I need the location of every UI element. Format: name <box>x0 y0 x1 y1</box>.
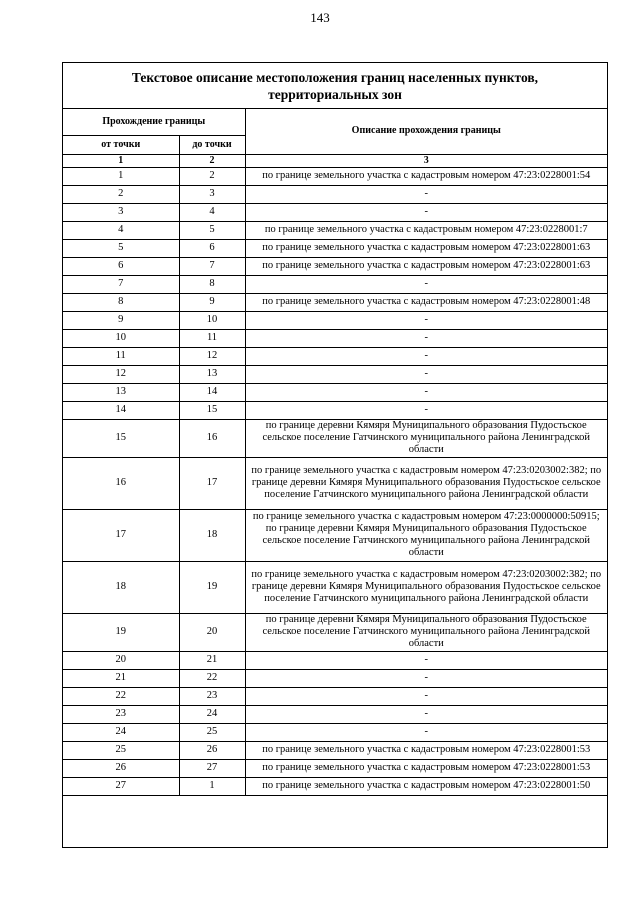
row-to-cell: 7 <box>179 257 245 275</box>
table-row <box>63 401 607 419</box>
row-from-cell: 3 <box>63 203 179 221</box>
row-to-cell: 24 <box>179 705 245 723</box>
row-from-cell: 4 <box>63 221 179 239</box>
row-to-cell: 20 <box>179 613 245 651</box>
table-body <box>63 167 607 836</box>
table-row <box>63 561 607 613</box>
row-desc-cell: по границе земельного участка с кадастровым номером 47:23:0228001:53 <box>245 741 607 759</box>
row-to-cell: 11 <box>179 329 245 347</box>
row-from-cell: 6 <box>63 257 179 275</box>
table-row <box>63 759 607 777</box>
row-from-cell: 26 <box>63 759 179 777</box>
table-row <box>63 509 607 561</box>
row-from-cell: 10 <box>63 329 179 347</box>
row-from-cell: 23 <box>63 705 179 723</box>
row-from-cell: 22 <box>63 687 179 705</box>
row-desc-cell: по границе земельного участка с кадастровым номером 47:23:0228001:53 <box>245 759 607 777</box>
row-from-cell: 17 <box>63 509 179 561</box>
row-desc-cell: - <box>245 723 607 741</box>
row-desc-cell: по границе земельного участка с кадастровым номером 47:23:0228001:7 <box>245 221 607 239</box>
table-row <box>63 651 607 669</box>
row-desc-cell: по границе деревни Кямяря Муниципального образования Пудостьское сельское поселение Гатчинского муниципального района Ленинградской области <box>245 419 607 457</box>
title-line-1: Текстовое описание местоположения границ населенных пунктов, <box>131 69 539 85</box>
row-from-cell: 11 <box>63 347 179 365</box>
row-desc-cell: - <box>245 651 607 669</box>
row-desc-cell: по границе земельного участка с кадастровым номером 47:23:0228001:50 <box>245 777 607 795</box>
row-to-cell: 27 <box>179 759 245 777</box>
row-to-cell: 1 <box>179 777 245 795</box>
table-row <box>63 221 607 239</box>
table-row <box>63 419 607 457</box>
row-to-cell: 13 <box>179 365 245 383</box>
row-desc-cell: - <box>245 203 607 221</box>
row-desc-cell: по границе земельного участка с кадастровым номером 47:23:0203002:382; по границе деревни Кямяря Муниципального образования Пудостьское сельское поселение Гатчинского муниципального района Ленинградской области <box>245 561 607 613</box>
row-to-cell: 4 <box>179 203 245 221</box>
row-desc-cell: по границе земельного участка с кадастровым номером 47:23:0228001:63 <box>245 257 607 275</box>
row-desc-cell: - <box>245 347 607 365</box>
row-from-cell: 12 <box>63 365 179 383</box>
row-from-cell: 8 <box>63 293 179 311</box>
table-row <box>63 723 607 741</box>
table-row <box>63 185 607 203</box>
row-desc-cell: - <box>245 705 607 723</box>
row-desc-cell: по границе земельного участка с кадастровым номером 47:23:0228001:63 <box>245 239 607 257</box>
row-to-cell: 19 <box>179 561 245 613</box>
row-from-cell: 27 <box>63 777 179 795</box>
row-from-cell: 9 <box>63 311 179 329</box>
row-to-cell: 8 <box>179 275 245 293</box>
row-desc-cell: - <box>245 365 607 383</box>
row-desc-cell: - <box>245 383 607 401</box>
row-from-cell: 21 <box>63 669 179 687</box>
row-from-cell: 15 <box>63 419 179 457</box>
row-to-cell: 22 <box>179 669 245 687</box>
table-row <box>63 275 607 293</box>
table-row <box>63 329 607 347</box>
row-to-cell: 12 <box>179 347 245 365</box>
table-row <box>63 687 607 705</box>
row-from-cell: 2 <box>63 185 179 203</box>
row-desc-cell: - <box>245 311 607 329</box>
row-to-cell: 16 <box>179 419 245 457</box>
row-desc-cell: - <box>245 401 607 419</box>
table-row <box>63 669 607 687</box>
row-from-cell: 1 <box>63 167 179 185</box>
page-number: 143 <box>310 10 330 25</box>
header-from-point: от точки <box>63 135 179 154</box>
row-to-cell: 15 <box>179 401 245 419</box>
table-row <box>63 167 607 185</box>
header-col-number-3: 3 <box>245 154 607 167</box>
table-row <box>63 365 607 383</box>
row-from-cell: 25 <box>63 741 179 759</box>
row-from-cell: 7 <box>63 275 179 293</box>
header-description: Описание прохождения границы <box>245 109 607 154</box>
row-from-cell: 18 <box>63 561 179 613</box>
row-desc-cell: - <box>245 275 607 293</box>
row-from-cell: 16 <box>63 457 179 509</box>
table-row <box>63 777 607 795</box>
table-spacer-row <box>63 795 607 836</box>
row-to-cell: 18 <box>179 509 245 561</box>
row-to-cell: 10 <box>179 311 245 329</box>
document-title <box>63 63 607 109</box>
row-to-cell: 6 <box>179 239 245 257</box>
header-passage: Прохождение границы <box>63 109 245 135</box>
row-desc-cell: по границе деревни Кямяря Муниципального образования Пудостьское сельское поселение Гатчинского муниципального района Ленинградской области <box>245 613 607 651</box>
row-from-cell: 14 <box>63 401 179 419</box>
title-line-2: территориальных зон <box>268 86 402 102</box>
table-row <box>63 705 607 723</box>
row-to-cell: 21 <box>179 651 245 669</box>
row-desc-cell: - <box>245 687 607 705</box>
table-row <box>63 203 607 221</box>
boundary-table <box>63 109 607 836</box>
row-desc-cell: - <box>245 185 607 203</box>
row-to-cell: 5 <box>179 221 245 239</box>
table-row <box>63 239 607 257</box>
header-col-number-2: 2 <box>179 154 245 167</box>
table-row <box>63 347 607 365</box>
row-to-cell: 26 <box>179 741 245 759</box>
row-desc-cell: по границе земельного участка с кадастровым номером 47:23:0203002:382; по границе деревни Кямяря Муниципального образования Пудостьское сельское поселение Гатчинского муниципального района Ленинградской области <box>245 457 607 509</box>
row-to-cell: 17 <box>179 457 245 509</box>
table-row <box>63 257 607 275</box>
row-desc-cell: - <box>245 669 607 687</box>
row-from-cell: 24 <box>63 723 179 741</box>
row-desc-cell: по границе земельного участка с кадастровым номером 47:23:0228001:54 <box>245 167 607 185</box>
row-to-cell: 14 <box>179 383 245 401</box>
table-row <box>63 311 607 329</box>
spacer-cell <box>63 795 607 836</box>
row-to-cell: 2 <box>179 167 245 185</box>
row-from-cell: 20 <box>63 651 179 669</box>
row-to-cell: 23 <box>179 687 245 705</box>
row-desc-cell: по границе земельного участка с кадастровым номером 47:23:0000000:50915; по границе деревни Кямяря Муниципального образования Пудостьское сельское поселение Гатчинского муниципального района Ленинградской области <box>245 509 607 561</box>
table-row <box>63 457 607 509</box>
row-from-cell: 19 <box>63 613 179 651</box>
document-frame <box>62 62 608 848</box>
table-row <box>63 383 607 401</box>
row-desc-cell: - <box>245 329 607 347</box>
row-from-cell: 5 <box>63 239 179 257</box>
table-row <box>63 293 607 311</box>
header-to-point: до точки <box>179 135 245 154</box>
row-from-cell: 13 <box>63 383 179 401</box>
row-to-cell: 3 <box>179 185 245 203</box>
row-to-cell: 9 <box>179 293 245 311</box>
header-col-number-1: 1 <box>63 154 179 167</box>
table-row <box>63 741 607 759</box>
row-to-cell: 25 <box>179 723 245 741</box>
table-row <box>63 613 607 651</box>
row-desc-cell: по границе земельного участка с кадастровым номером 47:23:0228001:48 <box>245 293 607 311</box>
